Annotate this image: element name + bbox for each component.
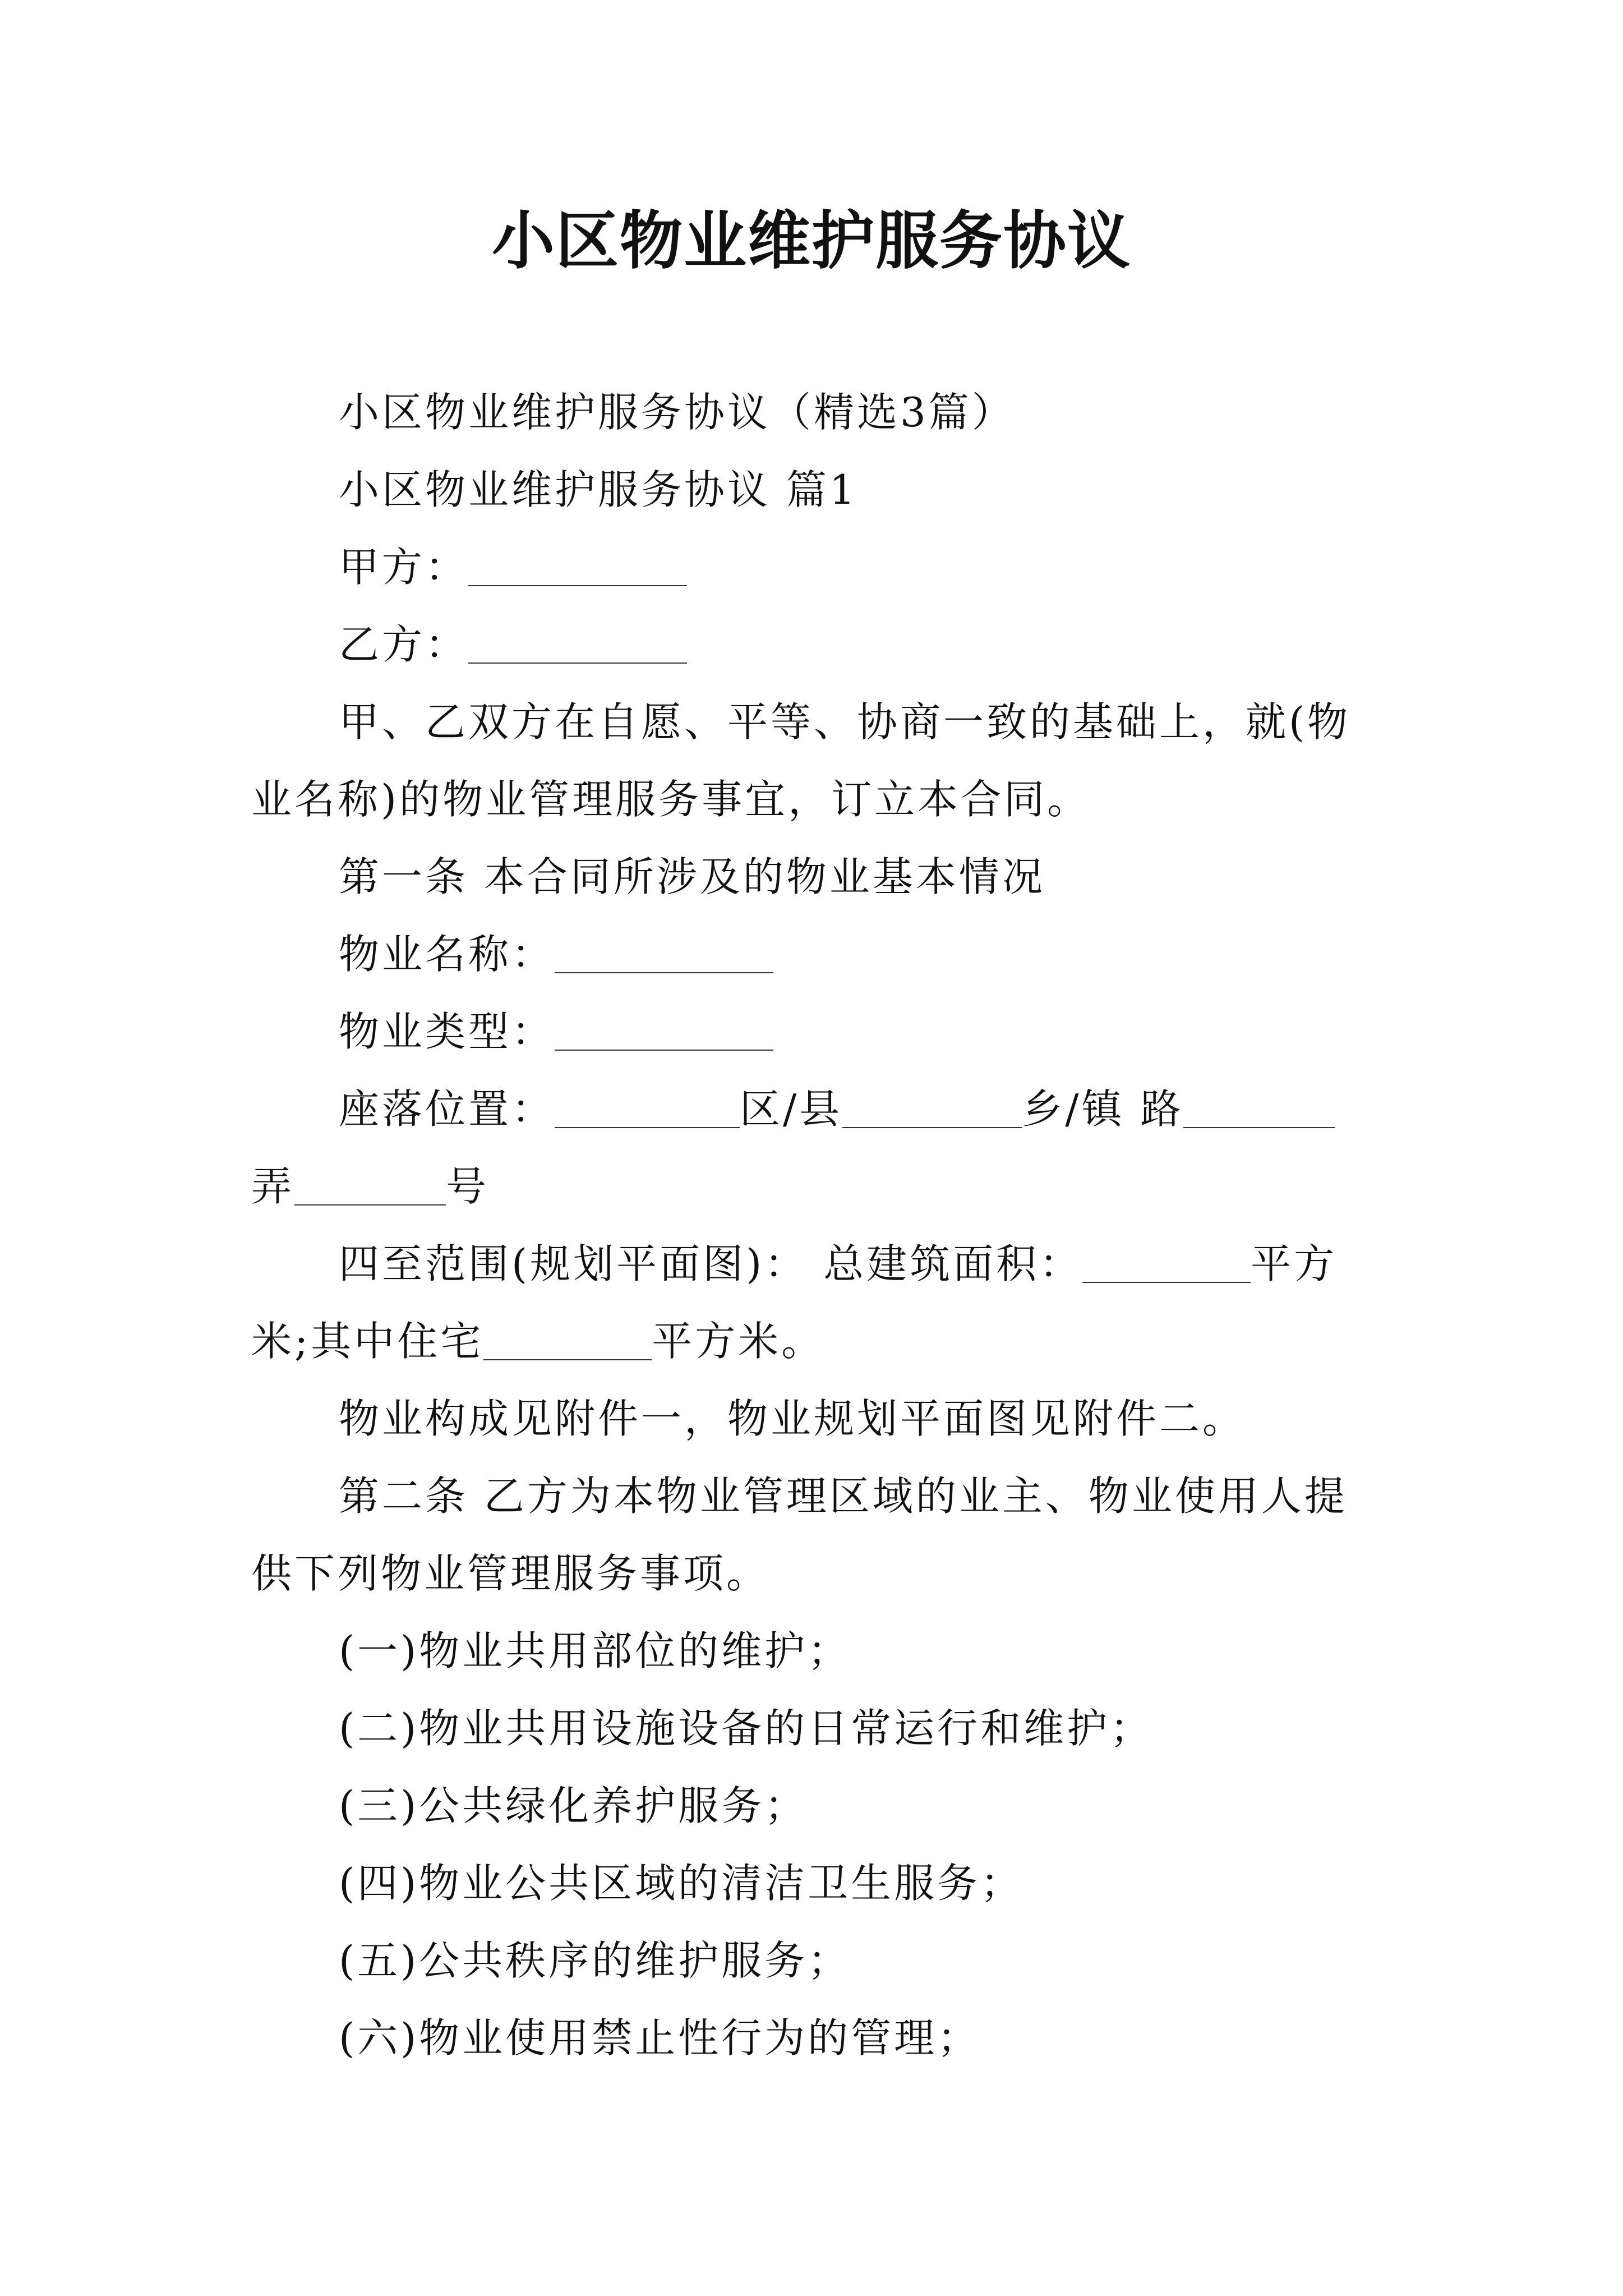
service-item-1: (一)物业共用部位的维护； [339, 1627, 851, 1674]
property-name-line [251, 915, 1384, 993]
scope-line-2 [251, 1303, 1384, 1380]
location-town: 乡/镇 路 [1022, 1085, 1184, 1133]
total-area-blank [1082, 1262, 1251, 1283]
property-type-blank [555, 1029, 773, 1051]
service-item-5: (五)公共秩序的维护服务； [339, 1937, 851, 1984]
article-2-line-1: 第二条 乙方为本物业管理区域的业主、物业使用人提 [339, 1473, 1348, 1520]
location-district: 区/县 [740, 1085, 843, 1133]
party-a-label: 甲方： [339, 544, 469, 591]
party-b-label: 乙方： [339, 621, 469, 668]
location-line-2 [251, 1148, 1384, 1225]
residential-area-blank [483, 1339, 652, 1360]
property-type-label: 物业类型： [339, 1008, 555, 1055]
location-blank-3 [1183, 1107, 1335, 1128]
article-2-line-2: 供下列物业管理服务事项。 [251, 1550, 770, 1597]
party-a-line [251, 528, 1384, 606]
document-body [251, 374, 1384, 2077]
intro-title: 小区物业维护服务协议（精选3篇） [339, 389, 1015, 436]
property-name-blank [555, 952, 773, 973]
property-type-line [251, 993, 1384, 1070]
service-item-4: (四)物业公共区域的清洁卫生服务； [339, 1860, 1024, 1907]
scope-label: 四至范围(规划平面图)： 总建筑面积： [339, 1240, 1083, 1287]
scope-unit: 平方 [1251, 1240, 1338, 1287]
scope-line-2-start: 米;其中住宅 [251, 1318, 484, 1365]
party-b-blank [468, 642, 687, 664]
preamble-line-2: 业名称)的物业管理服务事宜，订立本合同。 [251, 776, 1091, 823]
location-lane: 弄 [251, 1163, 295, 1210]
scope-line [251, 1225, 1384, 1303]
service-item-3: (三)公共绿化养护服务； [339, 1782, 808, 1829]
article-1-title: 第一条 本合同所涉及的物业基本情况 [339, 853, 1045, 900]
location-label: 座落位置： [339, 1085, 555, 1133]
location-blank-1 [555, 1107, 740, 1128]
preamble-line-1: 甲、乙双方在自愿、平等、协商一致的基础上，就(物 [339, 698, 1351, 746]
party-b-line [251, 606, 1384, 683]
service-item-6: (六)物业使用禁止性行为的管理； [339, 2014, 981, 2062]
scope-line-2-end: 平方米。 [652, 1318, 825, 1365]
location-blank-2 [842, 1107, 1022, 1128]
attachments-line: 物业构成见附件一，物业规划平面图见附件二。 [339, 1395, 1246, 1442]
party-a-blank [468, 565, 687, 586]
document-title: 小区物业维护服务协议 [492, 204, 1131, 278]
location-number: 号 [446, 1163, 490, 1210]
location-blank-4 [294, 1184, 446, 1205]
location-line [251, 1070, 1384, 1148]
service-item-2: (二)物业共用设施设备的日常运行和维护； [339, 1705, 1154, 1752]
property-name-label: 物业名称： [339, 931, 555, 978]
part-title: 小区物业维护服务协议 篇1 [339, 466, 858, 513]
